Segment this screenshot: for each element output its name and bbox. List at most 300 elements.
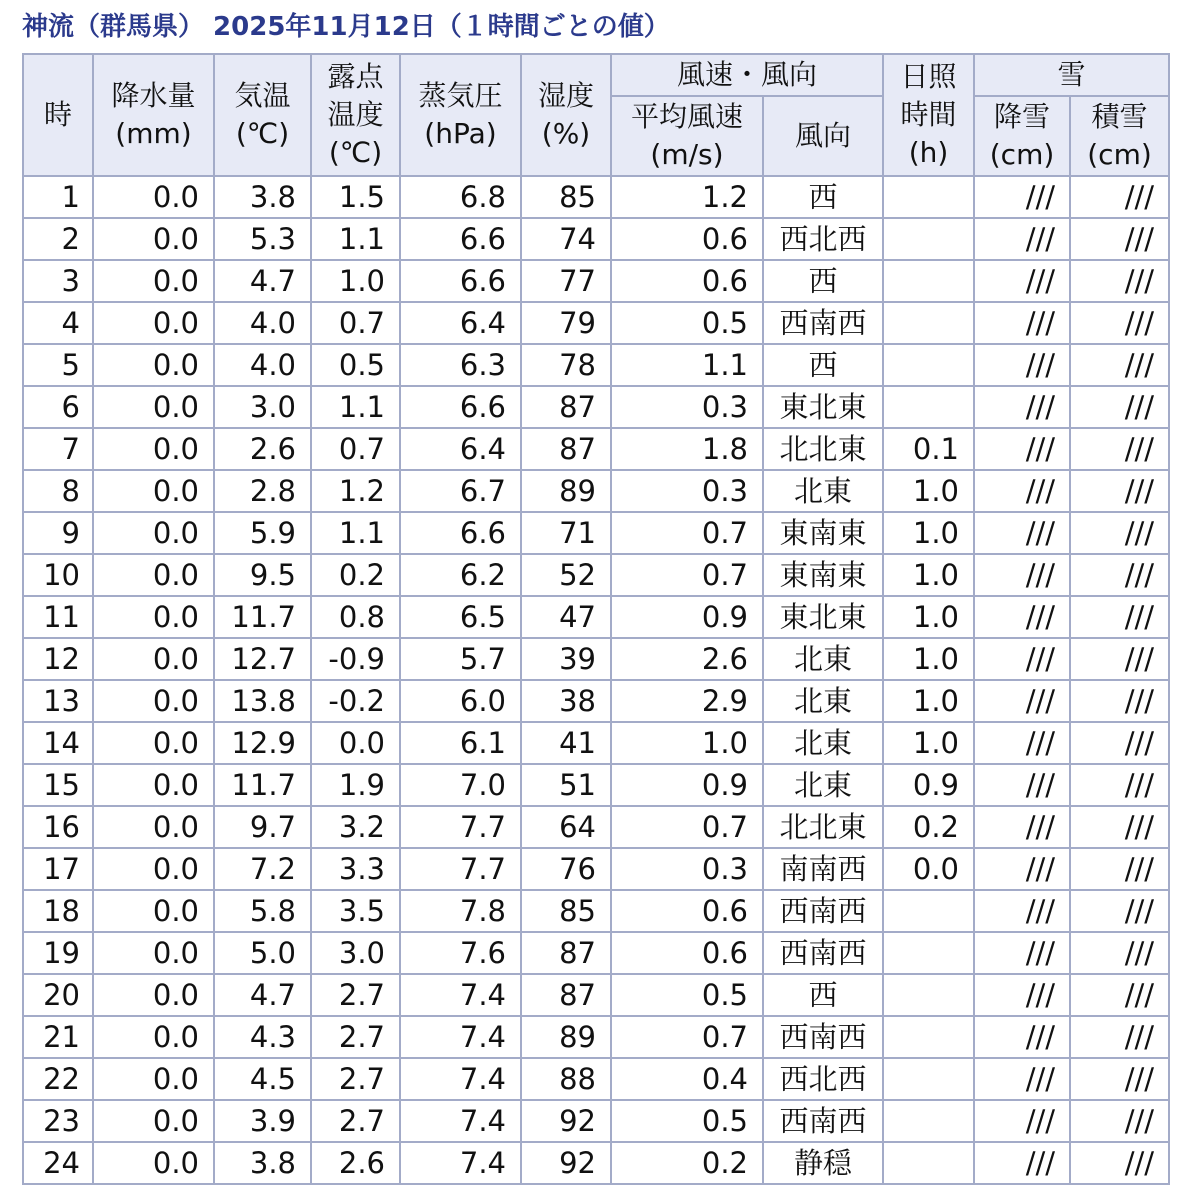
cell-snow-depth: ///	[1070, 680, 1169, 722]
cell-humidity: 79	[521, 302, 611, 344]
cell-vapor-pressure: 6.8	[400, 176, 521, 218]
cell-snow-depth: ///	[1070, 806, 1169, 848]
cell-wind-speed: 0.5	[611, 302, 763, 344]
cell-sunshine	[883, 176, 974, 218]
cell-precipitation: 0.0	[93, 1058, 214, 1100]
cell-wind-speed: 0.4	[611, 1058, 763, 1100]
cell-vapor-pressure: 6.6	[400, 218, 521, 260]
cell-snowfall: ///	[974, 344, 1070, 386]
cell-dew-point: -0.9	[311, 638, 400, 680]
cell-wind-speed: 0.2	[611, 1142, 763, 1184]
cell-temperature: 5.9	[214, 512, 311, 554]
table-row	[23, 848, 1169, 890]
header-wind-direction: 風向	[763, 96, 883, 176]
cell-dew-point: 1.1	[311, 386, 400, 428]
cell-snowfall: ///	[974, 932, 1070, 974]
cell-sunshine: 1.0	[883, 470, 974, 512]
table-row	[23, 638, 1169, 680]
cell-wind-direction: 西南西	[763, 932, 883, 974]
cell-wind-direction: 西	[763, 344, 883, 386]
cell-snowfall: ///	[974, 680, 1070, 722]
cell-humidity: 87	[521, 386, 611, 428]
cell-wind-speed: 0.6	[611, 260, 763, 302]
cell-dew-point: 3.5	[311, 890, 400, 932]
cell-dew-point: 1.0	[311, 260, 400, 302]
cell-vapor-pressure: 7.4	[400, 1016, 521, 1058]
page-title: 神流（群馬県） 2025年11月12日（１時間ごとの値）	[22, 12, 670, 42]
table-row	[23, 890, 1169, 932]
header-humidity: 湿度 (%)	[521, 54, 611, 176]
cell-sunshine	[883, 1016, 974, 1058]
cell-dew-point: 2.7	[311, 974, 400, 1016]
cell-vapor-pressure: 6.0	[400, 680, 521, 722]
cell-wind-speed: 0.3	[611, 848, 763, 890]
header-wind-group: 風速・風向	[611, 54, 883, 96]
header-precipitation: 降水量 (mm)	[93, 54, 214, 176]
cell-hour: 24	[23, 1142, 93, 1184]
cell-sunshine	[883, 302, 974, 344]
cell-snowfall: ///	[974, 302, 1070, 344]
cell-snowfall: ///	[974, 554, 1070, 596]
table-row	[23, 932, 1169, 974]
cell-humidity: 78	[521, 344, 611, 386]
cell-sunshine: 1.0	[883, 512, 974, 554]
table-row	[23, 176, 1169, 218]
cell-vapor-pressure: 7.8	[400, 890, 521, 932]
cell-dew-point: 0.7	[311, 428, 400, 470]
cell-humidity: 47	[521, 596, 611, 638]
cell-humidity: 92	[521, 1100, 611, 1142]
cell-temperature: 4.0	[214, 344, 311, 386]
cell-hour: 21	[23, 1016, 93, 1058]
hourly-observation-table	[22, 53, 1170, 1185]
cell-precipitation: 0.0	[93, 428, 214, 470]
cell-dew-point: 1.1	[311, 512, 400, 554]
cell-snowfall: ///	[974, 470, 1070, 512]
header-snow-depth: 積雪 (cm)	[1070, 96, 1169, 176]
cell-snow-depth: ///	[1070, 848, 1169, 890]
header-hour: 時	[23, 54, 93, 176]
cell-snow-depth: ///	[1070, 638, 1169, 680]
cell-hour: 20	[23, 974, 93, 1016]
cell-dew-point: 0.7	[311, 302, 400, 344]
cell-precipitation: 0.0	[93, 260, 214, 302]
cell-precipitation: 0.0	[93, 470, 214, 512]
cell-snowfall: ///	[974, 428, 1070, 470]
cell-temperature: 4.5	[214, 1058, 311, 1100]
cell-vapor-pressure: 6.6	[400, 260, 521, 302]
cell-wind-direction: 北東	[763, 722, 883, 764]
cell-humidity: 74	[521, 218, 611, 260]
header-wind-speed: 平均風速 (m/s)	[611, 96, 763, 176]
table-row	[23, 596, 1169, 638]
cell-snowfall: ///	[974, 1058, 1070, 1100]
cell-hour: 18	[23, 890, 93, 932]
table-header	[23, 54, 1169, 176]
cell-snowfall: ///	[974, 848, 1070, 890]
cell-temperature: 11.7	[214, 764, 311, 806]
table-row	[23, 1142, 1169, 1184]
cell-vapor-pressure: 6.3	[400, 344, 521, 386]
cell-humidity: 51	[521, 764, 611, 806]
cell-vapor-pressure: 6.6	[400, 512, 521, 554]
table-row	[23, 554, 1169, 596]
cell-dew-point: 1.5	[311, 176, 400, 218]
cell-precipitation: 0.0	[93, 764, 214, 806]
cell-precipitation: 0.0	[93, 848, 214, 890]
cell-humidity: 52	[521, 554, 611, 596]
table-row	[23, 806, 1169, 848]
cell-wind-speed: 0.7	[611, 806, 763, 848]
cell-wind-speed: 1.8	[611, 428, 763, 470]
cell-vapor-pressure: 6.5	[400, 596, 521, 638]
cell-dew-point: -0.2	[311, 680, 400, 722]
cell-hour: 8	[23, 470, 93, 512]
cell-temperature: 5.8	[214, 890, 311, 932]
cell-humidity: 85	[521, 176, 611, 218]
cell-dew-point: 2.7	[311, 1016, 400, 1058]
cell-temperature: 13.8	[214, 680, 311, 722]
cell-precipitation: 0.0	[93, 386, 214, 428]
cell-dew-point: 0.0	[311, 722, 400, 764]
table-row	[23, 428, 1169, 470]
cell-snowfall: ///	[974, 260, 1070, 302]
cell-sunshine: 1.0	[883, 638, 974, 680]
table-row	[23, 512, 1169, 554]
cell-snowfall: ///	[974, 176, 1070, 218]
cell-wind-speed: 0.3	[611, 386, 763, 428]
cell-wind-speed: 0.5	[611, 974, 763, 1016]
header-sunshine: 日照 時間 (h)	[883, 54, 974, 176]
cell-humidity: 89	[521, 1016, 611, 1058]
cell-dew-point: 3.3	[311, 848, 400, 890]
cell-wind-direction: 北北東	[763, 428, 883, 470]
cell-snow-depth: ///	[1070, 932, 1169, 974]
cell-sunshine: 0.2	[883, 806, 974, 848]
cell-wind-speed: 0.9	[611, 596, 763, 638]
cell-humidity: 87	[521, 932, 611, 974]
cell-snowfall: ///	[974, 512, 1070, 554]
cell-wind-direction: 北東	[763, 470, 883, 512]
cell-snow-depth: ///	[1070, 1100, 1169, 1142]
cell-wind-direction: 北東	[763, 764, 883, 806]
cell-humidity: 88	[521, 1058, 611, 1100]
cell-dew-point: 2.7	[311, 1100, 400, 1142]
cell-wind-speed: 0.7	[611, 554, 763, 596]
table-row	[23, 764, 1169, 806]
cell-temperature: 4.3	[214, 1016, 311, 1058]
cell-humidity: 76	[521, 848, 611, 890]
cell-temperature: 3.0	[214, 386, 311, 428]
cell-wind-speed: 0.3	[611, 470, 763, 512]
cell-hour: 2	[23, 218, 93, 260]
cell-snow-depth: ///	[1070, 470, 1169, 512]
cell-vapor-pressure: 7.6	[400, 932, 521, 974]
cell-dew-point: 2.7	[311, 1058, 400, 1100]
cell-snowfall: ///	[974, 218, 1070, 260]
cell-snow-depth: ///	[1070, 218, 1169, 260]
cell-hour: 12	[23, 638, 93, 680]
cell-wind-direction: 西	[763, 176, 883, 218]
cell-sunshine	[883, 386, 974, 428]
cell-precipitation: 0.0	[93, 302, 214, 344]
cell-sunshine: 1.0	[883, 722, 974, 764]
cell-wind-direction: 北東	[763, 680, 883, 722]
cell-precipitation: 0.0	[93, 974, 214, 1016]
cell-dew-point: 3.0	[311, 932, 400, 974]
header-dew-point: 露点 温度 (℃)	[311, 54, 400, 176]
cell-temperature: 5.3	[214, 218, 311, 260]
cell-dew-point: 3.2	[311, 806, 400, 848]
cell-snow-depth: ///	[1070, 1142, 1169, 1184]
cell-snowfall: ///	[974, 722, 1070, 764]
table-row	[23, 470, 1169, 512]
cell-precipitation: 0.0	[93, 344, 214, 386]
cell-snow-depth: ///	[1070, 1016, 1169, 1058]
cell-sunshine	[883, 1100, 974, 1142]
cell-snowfall: ///	[974, 1016, 1070, 1058]
cell-precipitation: 0.0	[93, 1100, 214, 1142]
table-row	[23, 680, 1169, 722]
cell-hour: 14	[23, 722, 93, 764]
cell-precipitation: 0.0	[93, 638, 214, 680]
cell-snow-depth: ///	[1070, 428, 1169, 470]
cell-wind-direction: 東北東	[763, 596, 883, 638]
cell-humidity: 85	[521, 890, 611, 932]
cell-precipitation: 0.0	[93, 890, 214, 932]
cell-snow-depth: ///	[1070, 890, 1169, 932]
cell-snow-depth: ///	[1070, 386, 1169, 428]
cell-wind-direction: 西	[763, 974, 883, 1016]
cell-temperature: 3.8	[214, 1142, 311, 1184]
cell-wind-speed: 0.6	[611, 932, 763, 974]
cell-sunshine: 1.0	[883, 554, 974, 596]
header-temperature: 気温 (℃)	[214, 54, 311, 176]
cell-snow-depth: ///	[1070, 1058, 1169, 1100]
cell-sunshine	[883, 1058, 974, 1100]
cell-precipitation: 0.0	[93, 932, 214, 974]
header-snow-group: 雪	[974, 54, 1169, 96]
header-vapor-pressure: 蒸気圧 (hPa)	[400, 54, 521, 176]
cell-hour: 5	[23, 344, 93, 386]
cell-temperature: 4.7	[214, 974, 311, 1016]
table-row	[23, 1016, 1169, 1058]
cell-humidity: 41	[521, 722, 611, 764]
table-row	[23, 302, 1169, 344]
cell-temperature: 11.7	[214, 596, 311, 638]
cell-snow-depth: ///	[1070, 302, 1169, 344]
table-body	[23, 176, 1169, 1184]
cell-humidity: 92	[521, 1142, 611, 1184]
cell-hour: 15	[23, 764, 93, 806]
cell-snow-depth: ///	[1070, 596, 1169, 638]
cell-wind-direction: 西南西	[763, 1016, 883, 1058]
cell-hour: 13	[23, 680, 93, 722]
cell-snow-depth: ///	[1070, 722, 1169, 764]
cell-humidity: 89	[521, 470, 611, 512]
cell-temperature: 12.9	[214, 722, 311, 764]
cell-wind-speed: 0.6	[611, 890, 763, 932]
table-row	[23, 1100, 1169, 1142]
cell-dew-point: 1.9	[311, 764, 400, 806]
cell-snow-depth: ///	[1070, 764, 1169, 806]
cell-snowfall: ///	[974, 890, 1070, 932]
cell-humidity: 38	[521, 680, 611, 722]
header-snowfall: 降雪 (cm)	[974, 96, 1070, 176]
table-row	[23, 1058, 1169, 1100]
cell-hour: 16	[23, 806, 93, 848]
cell-snow-depth: ///	[1070, 974, 1169, 1016]
table-row	[23, 260, 1169, 302]
cell-temperature: 9.7	[214, 806, 311, 848]
cell-snow-depth: ///	[1070, 512, 1169, 554]
cell-hour: 22	[23, 1058, 93, 1100]
cell-precipitation: 0.0	[93, 1016, 214, 1058]
cell-dew-point: 0.2	[311, 554, 400, 596]
cell-snowfall: ///	[974, 1100, 1070, 1142]
cell-snow-depth: ///	[1070, 260, 1169, 302]
cell-sunshine	[883, 890, 974, 932]
cell-wind-direction: 東南東	[763, 554, 883, 596]
cell-temperature: 2.6	[214, 428, 311, 470]
cell-precipitation: 0.0	[93, 596, 214, 638]
cell-vapor-pressure: 6.4	[400, 428, 521, 470]
cell-snow-depth: ///	[1070, 554, 1169, 596]
cell-precipitation: 0.0	[93, 680, 214, 722]
cell-precipitation: 0.0	[93, 176, 214, 218]
cell-sunshine	[883, 1142, 974, 1184]
cell-vapor-pressure: 7.4	[400, 1058, 521, 1100]
cell-snowfall: ///	[974, 1142, 1070, 1184]
cell-sunshine	[883, 218, 974, 260]
table-row	[23, 218, 1169, 260]
cell-wind-direction: 北北東	[763, 806, 883, 848]
cell-vapor-pressure: 5.7	[400, 638, 521, 680]
cell-snowfall: ///	[974, 974, 1070, 1016]
cell-sunshine	[883, 932, 974, 974]
cell-humidity: 77	[521, 260, 611, 302]
cell-temperature: 2.8	[214, 470, 311, 512]
cell-temperature: 9.5	[214, 554, 311, 596]
cell-temperature: 5.0	[214, 932, 311, 974]
cell-vapor-pressure: 7.4	[400, 1100, 521, 1142]
cell-hour: 23	[23, 1100, 93, 1142]
cell-hour: 1	[23, 176, 93, 218]
cell-wind-speed: 1.0	[611, 722, 763, 764]
cell-dew-point: 0.5	[311, 344, 400, 386]
cell-sunshine	[883, 974, 974, 1016]
cell-wind-speed: 0.9	[611, 764, 763, 806]
cell-vapor-pressure: 7.4	[400, 1142, 521, 1184]
cell-precipitation: 0.0	[93, 1142, 214, 1184]
cell-vapor-pressure: 7.0	[400, 764, 521, 806]
cell-hour: 17	[23, 848, 93, 890]
cell-precipitation: 0.0	[93, 554, 214, 596]
cell-wind-direction: 北東	[763, 638, 883, 680]
cell-sunshine	[883, 260, 974, 302]
cell-dew-point: 0.8	[311, 596, 400, 638]
cell-wind-speed: 2.9	[611, 680, 763, 722]
cell-snowfall: ///	[974, 638, 1070, 680]
cell-hour: 7	[23, 428, 93, 470]
cell-hour: 3	[23, 260, 93, 302]
cell-wind-speed: 0.5	[611, 1100, 763, 1142]
cell-precipitation: 0.0	[93, 512, 214, 554]
cell-hour: 9	[23, 512, 93, 554]
cell-humidity: 39	[521, 638, 611, 680]
cell-sunshine: 1.0	[883, 680, 974, 722]
cell-precipitation: 0.0	[93, 806, 214, 848]
cell-dew-point: 1.2	[311, 470, 400, 512]
cell-wind-direction: 西	[763, 260, 883, 302]
cell-wind-speed: 0.7	[611, 1016, 763, 1058]
cell-vapor-pressure: 6.2	[400, 554, 521, 596]
table-row	[23, 722, 1169, 764]
cell-humidity: 71	[521, 512, 611, 554]
cell-vapor-pressure: 7.4	[400, 974, 521, 1016]
cell-snowfall: ///	[974, 386, 1070, 428]
cell-temperature: 3.9	[214, 1100, 311, 1142]
cell-wind-direction: 南南西	[763, 848, 883, 890]
cell-snow-depth: ///	[1070, 344, 1169, 386]
cell-hour: 10	[23, 554, 93, 596]
cell-sunshine: 0.1	[883, 428, 974, 470]
cell-sunshine: 0.0	[883, 848, 974, 890]
cell-vapor-pressure: 6.7	[400, 470, 521, 512]
cell-hour: 6	[23, 386, 93, 428]
cell-snowfall: ///	[974, 764, 1070, 806]
cell-vapor-pressure: 6.4	[400, 302, 521, 344]
cell-wind-speed: 0.6	[611, 218, 763, 260]
cell-temperature: 4.0	[214, 302, 311, 344]
cell-sunshine: 1.0	[883, 596, 974, 638]
cell-vapor-pressure: 6.6	[400, 386, 521, 428]
cell-wind-direction: 西南西	[763, 302, 883, 344]
table-row	[23, 386, 1169, 428]
cell-vapor-pressure: 7.7	[400, 848, 521, 890]
cell-humidity: 64	[521, 806, 611, 848]
table-row	[23, 344, 1169, 386]
cell-vapor-pressure: 6.1	[400, 722, 521, 764]
cell-hour: 4	[23, 302, 93, 344]
cell-temperature: 4.7	[214, 260, 311, 302]
cell-precipitation: 0.0	[93, 722, 214, 764]
cell-sunshine: 0.9	[883, 764, 974, 806]
cell-dew-point: 1.1	[311, 218, 400, 260]
cell-hour: 19	[23, 932, 93, 974]
cell-vapor-pressure: 7.7	[400, 806, 521, 848]
cell-wind-speed: 1.2	[611, 176, 763, 218]
cell-wind-direction: 西北西	[763, 218, 883, 260]
cell-wind-speed: 2.6	[611, 638, 763, 680]
cell-wind-direction: 静穏	[763, 1142, 883, 1184]
cell-temperature: 3.8	[214, 176, 311, 218]
cell-wind-direction: 西北西	[763, 1058, 883, 1100]
cell-wind-speed: 0.7	[611, 512, 763, 554]
cell-humidity: 87	[521, 428, 611, 470]
cell-snow-depth: ///	[1070, 176, 1169, 218]
cell-dew-point: 2.6	[311, 1142, 400, 1184]
cell-temperature: 12.7	[214, 638, 311, 680]
cell-snowfall: ///	[974, 806, 1070, 848]
cell-hour: 11	[23, 596, 93, 638]
cell-wind-speed: 1.1	[611, 344, 763, 386]
cell-humidity: 87	[521, 974, 611, 1016]
table-row	[23, 974, 1169, 1016]
cell-wind-direction: 東南東	[763, 512, 883, 554]
cell-wind-direction: 西南西	[763, 1100, 883, 1142]
cell-wind-direction: 東北東	[763, 386, 883, 428]
